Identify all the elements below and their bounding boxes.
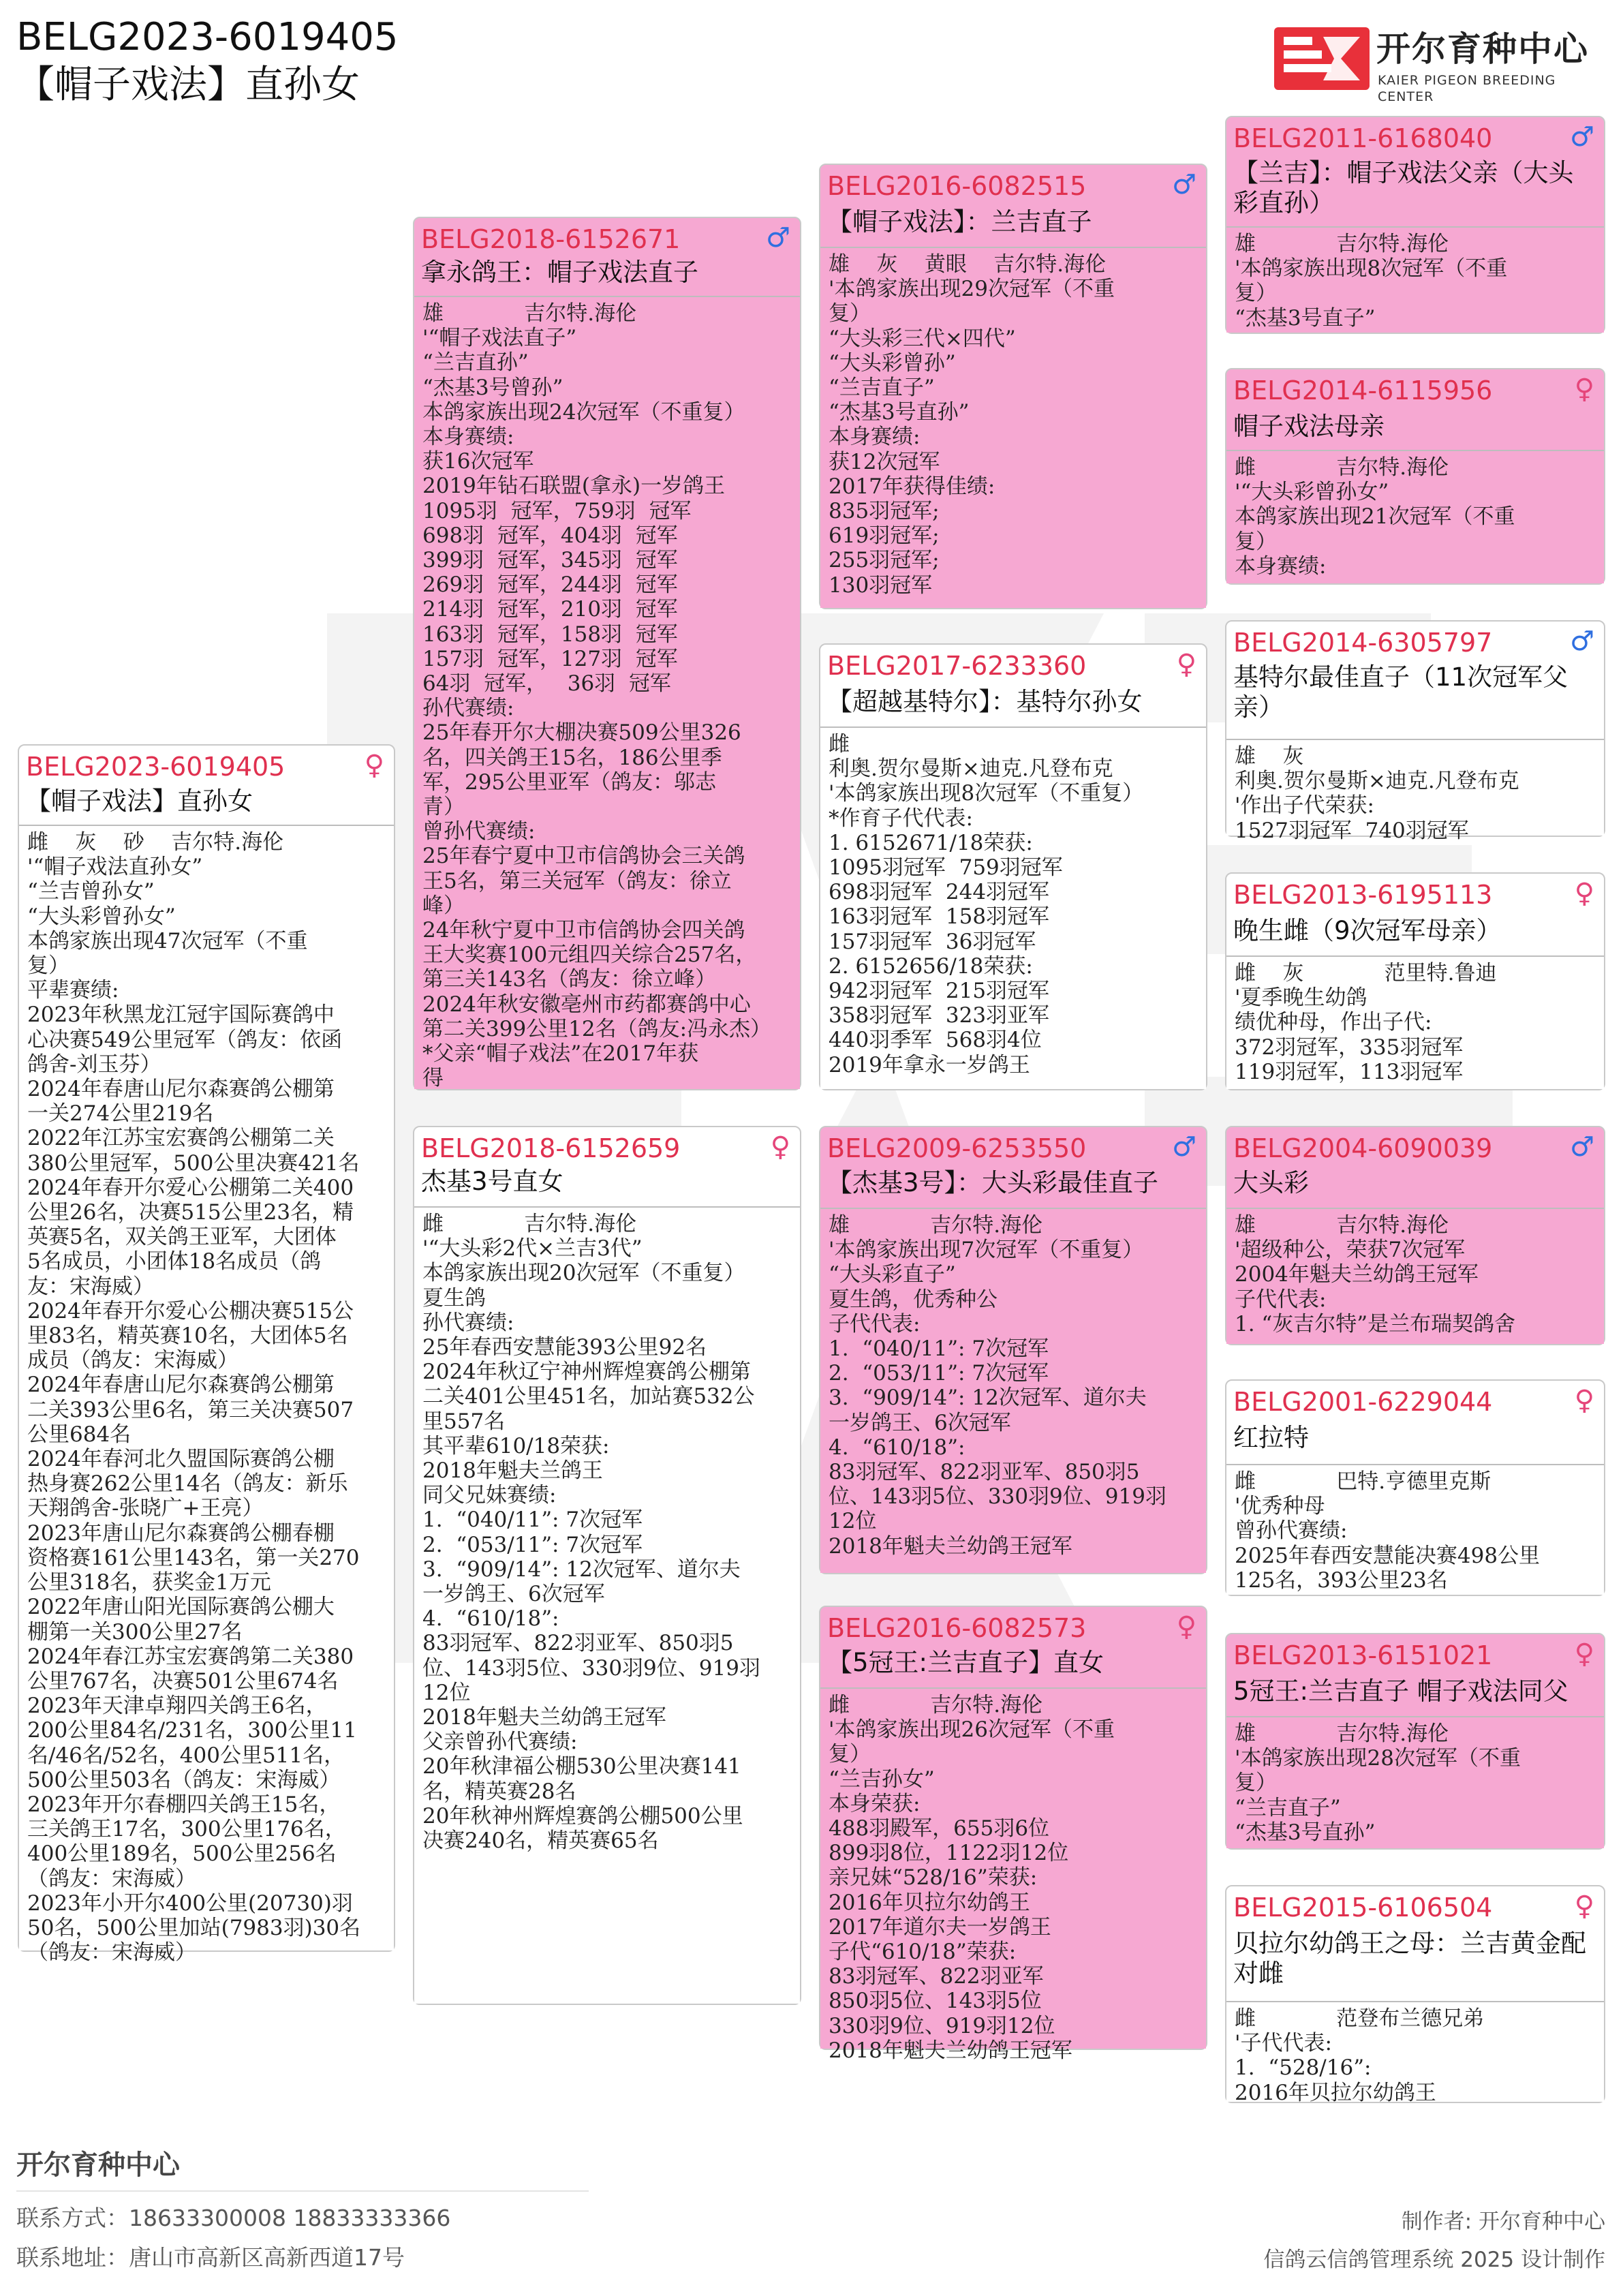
- pedigree-card-dsd[interactable]: [1225, 1379, 1605, 1596]
- pedigree-card-dds[interactable]: [1225, 1633, 1605, 1850]
- detail-line: 372羽冠军，335羽冠军: [1235, 1035, 1464, 1060]
- detail-line: 友：宋海威）: [27, 1274, 154, 1299]
- pedigree-card-ssd[interactable]: [1225, 368, 1605, 585]
- detail-line: （鸽友：宋海威）: [27, 1866, 196, 1891]
- detail-line: '本鸽家族出现26次冠军（不重: [829, 1717, 1115, 1743]
- detail-line: 4. “610/18”:: [829, 1435, 965, 1460]
- detail-line: 本鸽家族出现47次冠军（不重: [27, 928, 308, 953]
- detail-line: 获16次冠军: [422, 449, 534, 474]
- pigeon-name: 【5冠王:兰吉直子】直女: [827, 1648, 1104, 1677]
- pigeon-details: [1226, 1208, 1604, 1344]
- ring-number: BELG2014-6115956: [1233, 376, 1493, 405]
- detail-line: 雄 灰: [1235, 744, 1304, 769]
- detail-line: 3. “909/14”: 12次冠军、道尔夫: [829, 1386, 1147, 1411]
- detail-line: '超级种公，荣获7次冠军: [1235, 1238, 1466, 1263]
- detail-line: 942羽冠军 215羽冠军: [829, 979, 1050, 1004]
- pedigree-card-sds[interactable]: [1225, 620, 1605, 843]
- ring-number: BELG2004-6090039: [1233, 1133, 1493, 1163]
- detail-line: 雌 范登布兰德兄弟: [1235, 2006, 1485, 2031]
- detail-line: “大头彩曾孙女”: [27, 904, 176, 929]
- detail-line: 2018年魁夫兰幼鸽王冠军: [422, 1705, 666, 1730]
- detail-line: 三关鸽王17名，300公里176名，: [27, 1817, 346, 1842]
- detail-line: 公里684名: [27, 1422, 132, 1447]
- detail-line: 25年春宁夏中卫市信鸽协会三关鸽: [422, 844, 745, 869]
- detail-line: 子代“610/18”荣获:: [829, 1940, 1017, 1965]
- detail-line: 里83名，精英赛10名，大团体5名: [27, 1323, 348, 1349]
- detail-line: 公里318名，获奖金1万元: [27, 1570, 271, 1595]
- detail-line: 雄 吉尔特.海伦: [829, 1213, 1043, 1238]
- detail-line: 孙代赛绩:: [422, 1310, 514, 1335]
- pedigree-card-sire-sire[interactable]: [819, 164, 1207, 609]
- detail-line: 位、143羽5位、330羽9位、919羽: [829, 1484, 1166, 1510]
- detail-line: 2. “053/11”: 7次冠军: [829, 1361, 1049, 1386]
- detail-line: 雌 吉尔特.海伦: [422, 1212, 637, 1236]
- detail-line: 雌 灰 砂 吉尔特.海伦: [27, 830, 284, 855]
- female-symbol-icon: ♀: [1574, 1891, 1594, 1922]
- detail-line: “杰基3号曾孙”: [422, 375, 563, 400]
- pigeon-name: 【帽子戏法】直孙女: [26, 786, 253, 816]
- pedigree-card-dss[interactable]: [1225, 1126, 1605, 1345]
- detail-line: 父亲曾孙代赛绩:: [422, 1730, 578, 1755]
- pigeon-details: [1226, 2001, 1604, 2105]
- pigeon-name: 晚生雌（9次冠军母亲）: [1233, 916, 1502, 945]
- pedigree-card-ddd[interactable]: [1225, 1885, 1605, 2103]
- detail-line: 雌 灰 范里特.鲁迪: [1235, 961, 1497, 985]
- detail-line: 本鸽家族出现24次冠军（不重复）: [422, 399, 745, 425]
- pedigree-card-dam-sire[interactable]: [819, 1126, 1207, 1574]
- ring-number: BELG2018-6152659: [421, 1133, 681, 1163]
- ring-number: BELG2013-6195113: [1233, 880, 1493, 910]
- pedigree-card-sire[interactable]: [413, 217, 801, 1090]
- pigeon-details: [19, 825, 394, 1965]
- detail-line: 50名，500公里加站(7983羽)30名: [27, 1915, 361, 1940]
- detail-line: 雌 吉尔特.海伦: [1235, 455, 1449, 480]
- detail-line: 64羽 冠军， 36羽 冠军: [422, 671, 671, 697]
- kaier-logo-icon: [1274, 25, 1370, 93]
- ring-number: BELG2015-6106504: [1233, 1893, 1493, 1923]
- detail-line: 雌 巴特.亨德里克斯: [1235, 1469, 1491, 1494]
- detail-line: 雄 灰 黄眼 吉尔特.海伦: [829, 252, 1107, 277]
- pigeon-details: [1226, 226, 1604, 333]
- detail-line: 83羽冠军、822羽亚军: [829, 1964, 1044, 1989]
- footer-org-name: 开尔育种中心: [16, 2149, 180, 2181]
- detail-line: 399羽 冠军，345羽 冠军: [422, 548, 678, 573]
- detail-line: 资格赛161公里143名，第一关270: [27, 1545, 360, 1570]
- detail-line: 850羽5位、143羽5位: [829, 1989, 1042, 2014]
- detail-line: 峰）: [422, 893, 465, 918]
- detail-line: 119羽冠军，113羽冠军: [1235, 1059, 1464, 1084]
- detail-line: 雄 吉尔特.海伦: [422, 301, 637, 326]
- detail-line: 夏生鸽，优秀种公: [829, 1287, 998, 1312]
- detail-line: 163羽 冠军，158羽 冠军: [422, 622, 678, 647]
- pigeon-details: [414, 296, 800, 1089]
- ring-number: BELG2009-6253550: [827, 1133, 1087, 1163]
- detail-line: 二关393公里6名，第三关决赛507: [27, 1397, 354, 1422]
- detail-line: 400公里189名，500公里256名: [27, 1841, 337, 1867]
- female-symbol-icon: ♀: [1574, 373, 1594, 405]
- male-symbol-icon: ♂: [1570, 121, 1594, 153]
- detail-line: 2016年贝拉尔幼鸽王: [829, 1890, 1030, 1915]
- detail-line: 复）: [1235, 529, 1277, 554]
- detail-line: 1. “040/11”: 7次冠军: [829, 1336, 1049, 1362]
- detail-line: 雌: [829, 732, 850, 756]
- detail-line: 复）: [1235, 1771, 1277, 1796]
- detail-line: 2018年魁夫兰鸽王: [422, 1458, 603, 1484]
- detail-line: 358羽冠军 323羽亚军: [829, 1003, 1050, 1028]
- detail-line: '夏季晚生幼鸽: [1235, 985, 1367, 1011]
- detail-line: 2017年获得佳绩:: [829, 474, 995, 499]
- detail-line: 2024年春唐山尼尔森赛鸽公棚第: [27, 1077, 335, 1102]
- detail-line: 1095羽 冠军，759羽 冠军: [422, 498, 692, 523]
- detail-line: 利奥.贺尔曼斯×迪克.凡登布克: [1235, 769, 1519, 794]
- detail-line: 5名成员，小团体18名成员（鸽: [27, 1249, 322, 1274]
- detail-line: 绩优种母，作出子代:: [1235, 1010, 1432, 1035]
- detail-line: （鸽友：宋海威）: [27, 1940, 196, 1965]
- detail-line: 2004年魁夫兰幼鸽王冠军: [1235, 1262, 1479, 1287]
- detail-line: 子代代表:: [1235, 1287, 1327, 1312]
- detail-line: 夏生鸽: [422, 1285, 486, 1311]
- pigeon-name: 帽子戏法母亲: [1233, 412, 1385, 441]
- detail-line: '本鸽家族出现7次冠军（不重复）: [829, 1238, 1144, 1263]
- detail-line: 本身赛绩:: [1235, 553, 1327, 579]
- detail-line: 名/46名/52名，400公里511名，: [27, 1743, 345, 1768]
- detail-line: *父亲“帽子戏法”在2017年获: [422, 1041, 699, 1067]
- detail-line: 本身荣获:: [829, 1791, 921, 1816]
- ring-number: BELG2018-6152671: [421, 224, 681, 254]
- female-symbol-icon: ♀: [1176, 1611, 1196, 1642]
- pigeon-details: [1226, 739, 1604, 843]
- detail-line: 棚第一关300公里27名: [27, 1619, 243, 1644]
- detail-line: '本鸽家族出现8次冠军（不重复）: [829, 781, 1144, 806]
- detail-line: 12位: [422, 1680, 471, 1705]
- detail-line: 330羽9位、919羽12位: [829, 2013, 1055, 2038]
- detail-line: '“大头彩2代×兰吉3代”: [422, 1236, 643, 1261]
- detail-line: 得: [422, 1066, 444, 1091]
- detail-line: '本鸽家族出现28次冠军（不重: [1235, 1746, 1521, 1771]
- pigeon-details: [820, 726, 1206, 1089]
- detail-line: “兰吉孙女”: [829, 1766, 935, 1792]
- pigeon-details: [1226, 450, 1604, 583]
- detail-line: “杰基3号直孙”: [829, 400, 970, 425]
- detail-line: 军，295公里亚军（鸽友：邬志: [422, 769, 717, 795]
- detail-line: 利奥.贺尔曼斯×迪克.凡登布克: [829, 756, 1113, 782]
- detail-line: 复）: [1235, 281, 1277, 306]
- detail-line: 2023年天津卓翔四关鸽王6名，: [27, 1694, 327, 1719]
- detail-line: '“帽子戏法直孙女”: [27, 855, 203, 880]
- detail-line: 一关274公里219名: [27, 1101, 214, 1127]
- detail-line: “兰吉直子”: [829, 376, 935, 401]
- detail-line: 曾孙代赛绩:: [422, 819, 536, 844]
- detail-line: 2017年道尔夫一岁鸽王: [829, 1914, 1051, 1940]
- pigeon-details: [1226, 1464, 1604, 1595]
- ring-number: BELG2014-6305797: [1233, 628, 1493, 658]
- detail-line: 698羽冠军 244羽冠军: [829, 880, 1050, 905]
- footer-maker: 制作者: 开尔育种中心: [1401, 2209, 1605, 2234]
- detail-line: '本鸽家族出现8次冠军（不重: [1235, 256, 1508, 281]
- detail-line: '“大头彩曾孙女”: [1235, 480, 1389, 505]
- male-symbol-icon: ♂: [1172, 169, 1196, 200]
- detail-line: 1. “灰吉尔特”是兰布瑞契鸽舍: [1235, 1311, 1516, 1336]
- detail-line: 本鸽家族出现20次冠军（不重复）: [422, 1261, 745, 1286]
- footer-contact: [16, 2204, 450, 2233]
- pedigree-card-subject[interactable]: [18, 744, 395, 1965]
- pedigree-card-dam[interactable]: [413, 1126, 801, 2005]
- detail-line: 公里26名，决赛515公里23名，精: [27, 1200, 354, 1225]
- detail-line: 83羽冠军、822羽亚军、850羽5: [422, 1631, 734, 1656]
- pigeon-name: 红拉特: [1233, 1423, 1309, 1452]
- detail-line: 2016年贝拉尔幼鸽王: [1235, 2080, 1436, 2105]
- ring-number: BELG2017-6233360: [827, 651, 1087, 681]
- detail-line: 本鸽家族出现21次冠军（不重: [1235, 504, 1515, 530]
- detail-line: 2024年秋安徽亳州市药都赛鸽中心: [422, 992, 751, 1017]
- detail-line: 1095羽冠军 759羽冠军: [829, 855, 1063, 881]
- pigeon-name: 拿永鸽王：帽子戏法直子: [421, 258, 698, 287]
- detail-line: 1527羽冠军 740羽冠军: [1235, 818, 1469, 843]
- detail-line: 440羽季军 568羽4位: [829, 1028, 1042, 1053]
- detail-line: 2023年秋黑龙江冠宇国际赛鸽中: [27, 1002, 335, 1028]
- pigeon-details: [1226, 955, 1604, 1089]
- detail-line: 12位: [829, 1509, 877, 1534]
- ring-number: BELG2016-6082515: [827, 171, 1087, 201]
- detail-line: 4. “610/18”:: [422, 1606, 559, 1632]
- detail-line: 130羽冠军: [829, 572, 933, 598]
- detail-line: 200公里84名/231名，300公里11: [27, 1718, 357, 1743]
- detail-line: 平辈赛绩:: [27, 978, 119, 1003]
- detail-line: 复）: [829, 1742, 871, 1767]
- ring-number: BELG2013-6151021: [1233, 1640, 1493, 1670]
- detail-line: 亲兄妹“528/16”荣获:: [829, 1865, 1038, 1891]
- detail-line: 1. 6152671/18荣获:: [829, 830, 1033, 855]
- detail-line: 2023年唐山尼尔森赛鸽公棚春棚: [27, 1520, 335, 1546]
- male-symbol-icon: ♂: [1570, 1131, 1594, 1163]
- female-symbol-icon: ♀: [1574, 1385, 1594, 1416]
- detail-line: “杰基3号直子”: [1235, 305, 1376, 331]
- detail-line: 163羽冠军 158羽冠军: [829, 904, 1050, 930]
- detail-line: 成员（鸽友：宋海威）: [27, 1348, 238, 1373]
- detail-line: 曾孙代赛绩:: [1235, 1518, 1348, 1544]
- detail-line: 雄 吉尔特.海伦: [1235, 1721, 1449, 1746]
- pedigree-card-dam-dam[interactable]: [819, 1606, 1207, 2063]
- male-symbol-icon: ♂: [1570, 626, 1594, 657]
- pigeon-details: [820, 1208, 1206, 1573]
- pigeon-name: 杰基3号直女: [421, 1167, 563, 1196]
- detail-line: 其平辈610/18荣获:: [422, 1433, 610, 1458]
- detail-line: *作育子代代表:: [829, 806, 973, 831]
- detail-line: 决赛240名，精英赛65名: [422, 1828, 659, 1854]
- detail-line: 500公里503名（鸽友：宋海威）: [27, 1767, 341, 1792]
- footer-address: [16, 2244, 405, 2272]
- detail-line: 王大奖赛100元组四关综合257名，: [422, 943, 757, 968]
- ring-number: BELG2001-6229044: [1233, 1387, 1493, 1417]
- detail-line: 鸽舍-刘玉芬）: [27, 1052, 161, 1077]
- female-symbol-icon: ♀: [770, 1131, 790, 1163]
- detail-line: '本鸽家族出现29次冠军（不重: [829, 277, 1115, 302]
- detail-line: 2024年春开尔爱心公棚决赛515公: [27, 1298, 354, 1323]
- detail-line: 2024年春江苏宝宏赛鸽第二关380: [27, 1644, 354, 1669]
- detail-line: 24年秋宁夏中卫市信鸽协会四关鸽: [422, 918, 745, 943]
- detail-line: 214羽 冠军，210羽 冠军: [422, 597, 678, 622]
- detail-line: 619羽冠军;: [829, 523, 940, 549]
- detail-line: 20年秋神州辉煌赛鸽公棚500公里: [422, 1803, 743, 1828]
- detail-line: 1. “528/16”:: [1235, 2055, 1372, 2081]
- detail-line: 复）: [27, 953, 69, 979]
- detail-line: 二关401公里451名，加站赛532公: [422, 1384, 755, 1409]
- detail-line: 157羽冠军 36羽冠军: [829, 929, 1036, 954]
- pigeon-name: 【超越基特尔】：基特尔孙女: [827, 687, 1143, 716]
- female-symbol-icon: ♀: [1176, 649, 1196, 680]
- detail-line: 2022年唐山阳光国际赛鸽公棚大: [27, 1595, 335, 1620]
- detail-line: '子代代表:: [1235, 2031, 1332, 2056]
- detail-line: 3. “909/14”: 12次冠军、道尔夫: [422, 1557, 741, 1582]
- pedigree-title: 【帽子戏法】直孙女: [16, 63, 360, 107]
- brand-name: 开尔育种中心: [1376, 29, 1589, 69]
- detail-line: '优秀种母: [1235, 1494, 1325, 1519]
- detail-line: 2023年开尔春棚四关鸽王15名，: [27, 1792, 341, 1817]
- detail-line: 255羽冠军;: [829, 548, 940, 573]
- detail-line: 157羽 冠军，127羽 冠军: [422, 646, 678, 671]
- detail-line: 公里767名，决赛501公里674名: [27, 1668, 339, 1694]
- detail-line: “大头彩三代×四代”: [829, 326, 1016, 351]
- pigeon-name: 大头彩: [1233, 1168, 1309, 1197]
- brand-name-en: KAIER PIGEON BREEDING CENTER: [1378, 73, 1556, 104]
- detail-line: 899羽8位，1122羽12位: [829, 1841, 1069, 1866]
- footer-system: 信鸽云信鸽管理系统 2025 设计制作: [1263, 2248, 1605, 2272]
- pedigree-ring-number: BELG2023-6019405: [16, 15, 399, 59]
- detail-line: 2. 6152656/18荣获:: [829, 953, 1033, 979]
- detail-line: '“帽子戏法直子”: [422, 326, 577, 351]
- detail-line: 心决赛549公里冠军（鸽友：依函: [27, 1027, 343, 1052]
- female-symbol-icon: ♀: [1574, 1638, 1594, 1670]
- female-symbol-icon: ♀: [1574, 878, 1594, 909]
- pedigree-card-sss[interactable]: [1225, 116, 1605, 334]
- ring-number: BELG2023-6019405: [26, 752, 285, 782]
- male-symbol-icon: ♂: [1172, 1131, 1196, 1163]
- pigeon-name: 【帽子戏法】：兰吉直子: [827, 207, 1092, 236]
- detail-line: 2025年春西安慧能决赛498公里: [1235, 1543, 1541, 1568]
- pigeon-name: 5冠王:兰吉直子 帽子戏法同父: [1233, 1677, 1568, 1706]
- detail-line: 孙代赛绩:: [422, 696, 514, 721]
- detail-line: 王5名，第三关冠军（鸽友：徐立: [422, 868, 732, 893]
- detail-line: 一岁鸽王、6次冠军: [422, 1582, 605, 1607]
- detail-line: 复）: [829, 301, 871, 326]
- pigeon-name: 【杰基3号】：大头彩最佳直子: [827, 1168, 1159, 1197]
- detail-line: 20年秋津福公棚530公里决赛141: [422, 1754, 741, 1779]
- pigeon-name: 【兰吉】：帽子戏法父亲（大头彩直孙）: [1233, 158, 1574, 217]
- detail-line: 125名，393公里23名: [1235, 1567, 1448, 1593]
- detail-line: 2019年拿永一岁鸽王: [829, 1052, 1030, 1077]
- detail-line: 488羽殿军，655羽6位: [829, 1816, 1050, 1841]
- detail-line: 2022年江苏宝宏赛鸽公棚第二关: [27, 1126, 335, 1151]
- detail-line: 青）: [422, 795, 465, 820]
- detail-line: 83羽冠军、822羽亚军、850羽5: [829, 1460, 1140, 1485]
- detail-line: 雌 吉尔特.海伦: [829, 1693, 1043, 1717]
- pedigree-card-sire-dam[interactable]: [819, 643, 1207, 1090]
- detail-line: 第三关143名（鸽友：徐立峰）: [422, 967, 717, 992]
- contact-label: 联系方式：: [16, 2205, 129, 2231]
- detail-line: 2024年春开尔爱心公棚第二关400: [27, 1175, 354, 1200]
- detail-line: 269羽 冠军，244羽 冠军: [422, 572, 678, 598]
- detail-line: 2018年魁夫兰幼鸽王冠军: [829, 2038, 1072, 2063]
- ring-number: BELG2016-6082573: [827, 1613, 1087, 1643]
- detail-line: 本身赛绩:: [829, 425, 921, 450]
- pigeon-name: 贝拉尔幼鸽王之母：兰吉黄金配对雌: [1233, 1929, 1586, 1988]
- detail-line: '作出子代荣获:: [1235, 793, 1374, 818]
- pigeon-details: [820, 247, 1206, 608]
- detail-line: 子代代表:: [829, 1311, 921, 1336]
- detail-line: 2. “053/11”: 7次冠军: [422, 1532, 643, 1557]
- ring-number: BELG2011-6168040: [1233, 123, 1493, 153]
- detail-line: “大头彩曾孙”: [829, 350, 956, 376]
- detail-line: 698羽 冠军，404羽 冠军: [422, 523, 678, 548]
- address-value: 唐山市高新区高新西道17号: [129, 2244, 405, 2271]
- detail-line: 380公里冠军，500公里决赛421名: [27, 1150, 360, 1176]
- detail-line: 25年春开尔大棚决赛509公里326: [422, 720, 741, 746]
- detail-line: 名，四关鸽王15名，186公里季: [422, 745, 722, 770]
- detail-line: 天翔鸽舍-张晓广+王亮）: [27, 1496, 264, 1521]
- pigeon-details: [414, 1206, 800, 2004]
- detail-line: 2018年魁夫兰幼鸽王冠军: [829, 1533, 1072, 1559]
- address-label: 联系地址：: [16, 2244, 129, 2271]
- female-symbol-icon: ♀: [364, 750, 384, 781]
- detail-line: “兰吉直孙”: [422, 350, 529, 376]
- detail-line: 25年春西安慧能393公里92名: [422, 1335, 707, 1360]
- detail-line: “兰吉曾孙女”: [27, 879, 155, 904]
- detail-line: 835羽冠军;: [829, 499, 940, 524]
- pedigree-card-sdd[interactable]: [1225, 872, 1605, 1090]
- detail-line: 2024年春河北久盟国际赛鸽公棚: [27, 1447, 335, 1472]
- detail-line: 雄 吉尔特.海伦: [1235, 1213, 1449, 1238]
- detail-line: “兰吉直子”: [1235, 1795, 1341, 1820]
- detail-line: 英赛5名，双关鸽王亚军，大团体: [27, 1225, 337, 1250]
- contact-phone: 18633300008 18833333366: [129, 2205, 451, 2231]
- pigeon-details: [1226, 1716, 1604, 1848]
- detail-line: 热身赛262公里14名（鸽友：新乐: [27, 1471, 348, 1497]
- detail-line: “大头彩直子”: [829, 1262, 956, 1287]
- detail-line: 1. “040/11”: 7次冠军: [422, 1507, 643, 1533]
- detail-line: 2024年秋辽宁神州辉煌赛鸽公棚第: [422, 1360, 751, 1385]
- male-symbol-icon: ♂: [766, 222, 790, 254]
- detail-line: 雄 吉尔特.海伦: [1235, 232, 1449, 256]
- detail-line: 2024年春唐山尼尔森赛鸽公棚第: [27, 1373, 335, 1398]
- detail-line: 同父兄妹赛绩:: [422, 1483, 557, 1508]
- detail-line: “杰基3号直孙”: [1235, 1820, 1376, 1845]
- detail-line: 获12次冠军: [829, 449, 940, 474]
- kaier-logo: [1274, 25, 1601, 104]
- footer-divider: [16, 2190, 589, 2192]
- detail-line: 第二关399公里12名（鸽友:冯永杰）: [422, 1016, 772, 1041]
- detail-line: 一岁鸽王、6次冠军: [829, 1410, 1011, 1435]
- detail-line: 名，精英赛28名: [422, 1779, 576, 1804]
- pigeon-details: [820, 1687, 1206, 2063]
- detail-line: 2023年小开尔400公里(20730)羽: [27, 1891, 353, 1916]
- detail-line: 里557名: [422, 1409, 506, 1434]
- detail-line: 本身赛绩:: [422, 425, 514, 450]
- pigeon-name: 基特尔最佳直子（11次冠军父亲）: [1233, 662, 1568, 722]
- detail-line: 位、143羽5位、330羽9位、919羽: [422, 1655, 760, 1681]
- detail-line: 2019年钻石联盟(拿永)一岁鸽王: [422, 474, 726, 499]
